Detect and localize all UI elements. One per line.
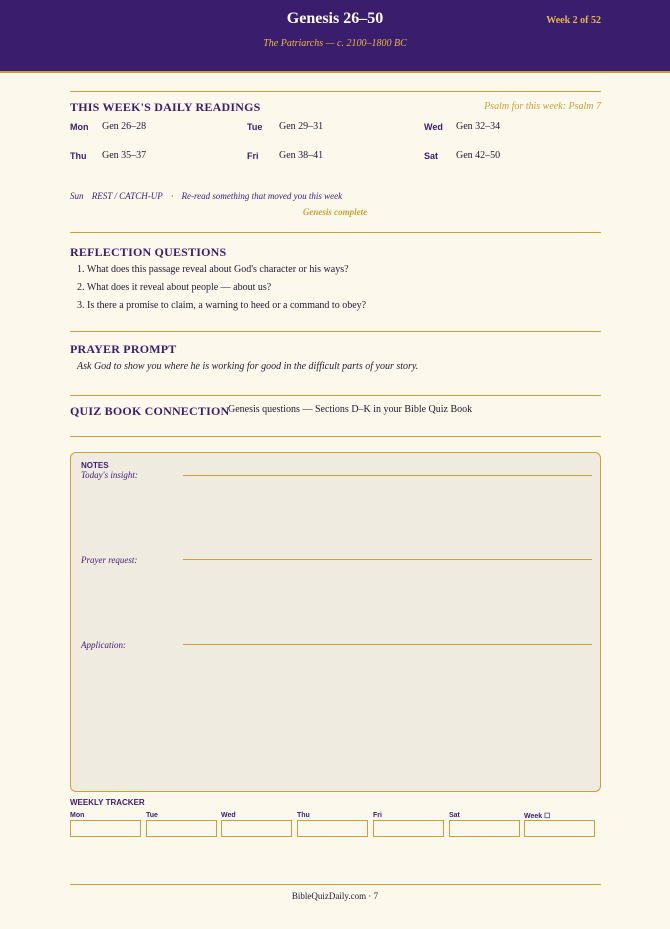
reading-ref-sat: Gen 42–50 [456,150,501,161]
notes-write-line[interactable] [183,475,592,476]
tracker-box-tue[interactable] [146,820,217,837]
reflection-question: 3. Is there a promise to claim, a warning to heed or a command to obey? [77,300,367,311]
day-label-sat: Sat [424,151,439,161]
tracker-box-wed[interactable] [221,820,292,837]
tracker-heading: WEEKLY TRACKER [70,798,145,807]
reading-ref-fri: Gen 38–41 [279,150,324,161]
tracker-label-mon: Mon [70,812,85,819]
sunday-label: REST / CATCH-UP [91,191,163,201]
day-label-thu: Thu [70,151,87,161]
book-complete-note: Genesis complete [302,207,368,217]
sunday-note: Re-read something that moved you this week [181,191,343,201]
reading-ref-wed: Gen 32–34 [456,121,501,132]
footer-divider [70,884,601,885]
page-footer: BibleQuizDaily.com · 7 [291,891,379,901]
tracker-label-thu: Thu [297,812,310,819]
notes-field-label: Today's insight: [81,470,138,480]
reading-ref-thu: Gen 35–37 [102,150,147,161]
tracker-label-fri: Fri [373,812,382,819]
tracker-label-tue: Tue [146,812,158,819]
reading-ref-mon: Gen 26–28 [102,121,147,132]
notes-write-line[interactable] [183,644,592,645]
day-label-wed: Wed [424,122,443,132]
day-label-mon: Mon [70,122,89,132]
tracker-box-mon[interactable] [70,820,141,837]
divider [70,436,601,437]
tracker-label-sat: Sat [449,812,460,819]
quiz-heading: QUIZ BOOK CONNECTION [70,404,230,418]
tracker-box-fri[interactable] [373,820,444,837]
psalm-of-week: Psalm for this week: Psalm 7 [484,101,601,112]
prayer-heading: PRAYER PROMPT [70,342,177,356]
reflection-heading: REFLECTION QUESTIONS [70,245,227,259]
page-subtitle: The Patriarchs — c. 2100–1800 BC [263,38,407,49]
sunday-line [70,191,348,201]
tracker-label-week: Week ☐ [524,813,551,820]
tracker-box-week[interactable] [524,820,595,837]
reading-ref-tue: Gen 29–31 [279,121,324,132]
divider [70,331,601,332]
notes-write-line[interactable] [183,559,592,560]
quiz-text: Genesis questions — Sections D–K in your Bible Quiz Book [228,404,473,415]
prayer-text: Ask God to show you where he is working for good in the difficult parts of your story. [77,361,419,372]
divider [70,232,601,233]
notes-panel [70,452,601,792]
day-label-fri: Fri [247,151,259,161]
divider [70,395,601,396]
page-header [0,0,670,73]
notes-field-label: Prayer request: [81,555,138,565]
notes-heading: NOTES [81,461,109,470]
reflection-question: 2. What does it reveal about people — about us? [77,282,272,293]
sunday-separator: · [171,191,174,201]
tracker-box-thu[interactable] [297,820,368,837]
day-label-tue: Tue [247,122,263,132]
divider [70,91,601,92]
tracker-label-wed: Wed [221,812,236,819]
week-indicator: Week 2 of 52 [546,15,601,26]
reflection-question: 1. What does this passage reveal about God's character or his ways? [77,264,349,275]
tracker-box-sat[interactable] [449,820,520,837]
page-title: Genesis 26–50 [286,10,384,27]
readings-heading: THIS WEEK'S DAILY READINGS [70,100,261,114]
notes-field-label: Application: [81,640,126,650]
sunday-day: Sun [70,191,84,201]
